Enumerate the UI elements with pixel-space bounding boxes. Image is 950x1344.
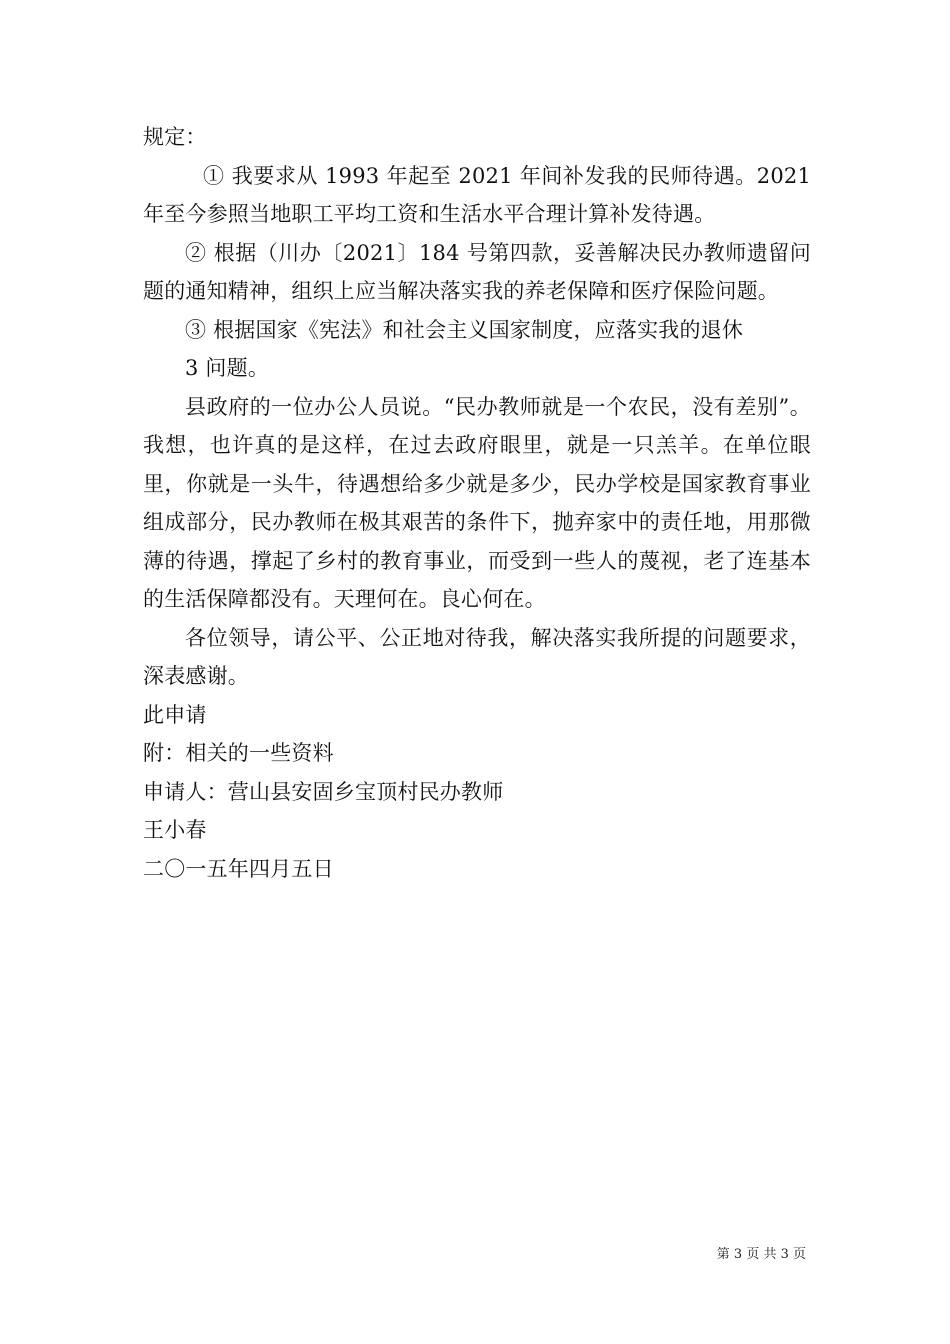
paragraph-item-2: ② 根据（川办〔2021〕184 号第四款，妥善解决民办教师遗留问题的通知精神，组织上应当解决落实我的养老保障和医疗保险问题。 bbox=[143, 240, 811, 303]
signoff-date: 二〇一五年四月五日 bbox=[143, 856, 334, 881]
paragraph-heading: 规定： bbox=[143, 125, 207, 149]
paragraph-page-note: 3 问题。 bbox=[185, 356, 270, 380]
signoff-attachment: 附：相关的一些资料 bbox=[143, 741, 334, 765]
signoff-request: 此申请 bbox=[143, 702, 207, 727]
paragraph-item-1: ① 我要求从 1993 年起至 2021 年间补发我的民师待遇。2021 年至今参照当地职工平均工资和生活水平合理计算补发待遇。 bbox=[143, 163, 811, 226]
paragraph-item-3: ③ 根据国家《宪法》和社会主义国家制度，应落实我的退休 bbox=[185, 317, 744, 342]
signoff-applicant: 申请人：营山县安固乡宝顶村民办教师 bbox=[143, 779, 504, 804]
signoff-name: 王小春 bbox=[143, 818, 207, 842]
paragraph-body-1: 县政府的一位办公人员说。“民办教师就是一个农民，没有差别”。我想，也许真的是这样，在过去政府眼里，就是一只羔羊。在单位眼里，你就是一头牛，待遇想给多少就是多少，民办学校是国家教育事业组成部分，民办教师在极其艰苦的条件下，抛弃家中的责任地，用那微薄的待遇，撑起了乡村的教育事业，而受到一些人的蔑视，老了连基本的生活保障都没有。天理何在。良心何在。 bbox=[143, 394, 811, 611]
page-number-footer: 第 3 页 共 3 页 bbox=[716, 1247, 806, 1262]
paragraph-body-2: 各位领导，请公平、公正地对待我，解决落实我所提的问题要求，深表感谢。 bbox=[143, 625, 811, 688]
document-body bbox=[143, 118, 811, 888]
